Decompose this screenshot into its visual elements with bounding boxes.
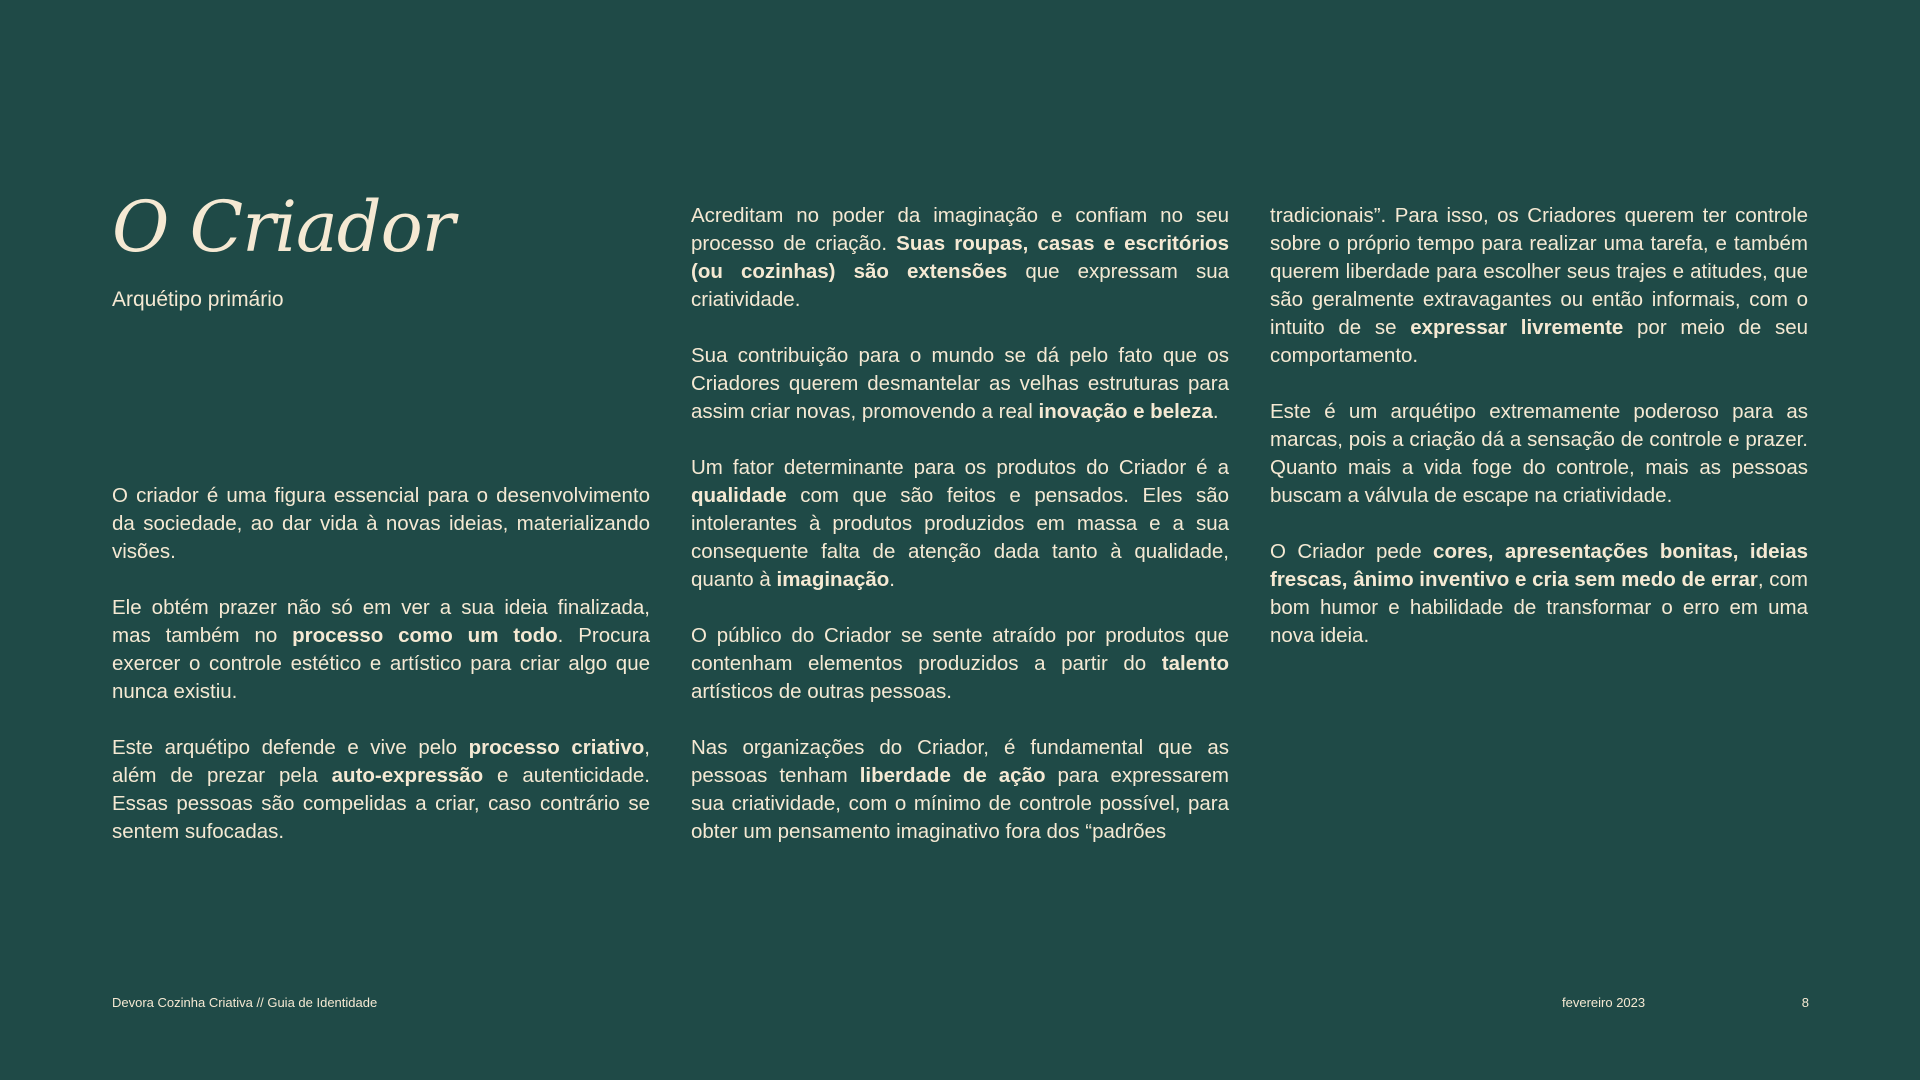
text-column-1	[112, 482, 650, 874]
body-paragraph	[1270, 398, 1808, 510]
paragraph-text: O Criador pede	[1270, 540, 1434, 563]
paragraph-text: , além de prezar pela	[112, 736, 650, 787]
body-paragraph	[691, 734, 1229, 846]
footer-date: fevereiro 2023	[1562, 995, 1646, 1010]
paragraph-text: O criador é uma figura essencial para o desenvolvimento da sociedade, ao dar vida à novas ideias, materializando visões.	[112, 484, 650, 563]
body-paragraph	[691, 622, 1229, 706]
body-paragraph	[691, 342, 1229, 426]
body-paragraph	[691, 454, 1229, 594]
body-paragraph	[112, 734, 650, 846]
body-paragraph	[691, 202, 1229, 314]
paragraph-text: e autenticidade. Essas pessoas são compelidas a criar, caso contrário se sentem sufocadas.	[112, 764, 650, 843]
paragraph-text: .	[889, 568, 895, 591]
body-paragraph	[112, 594, 650, 706]
paragraph-text: Nas organizações do Criador, é fundamental que as pessoas tenham	[691, 736, 1229, 787]
paragraph-text: . Procura exercer o controle estético e artístico para criar algo que nunca existiu.	[112, 624, 650, 703]
emphasis-text: talento	[1161, 652, 1229, 675]
text-column-2	[691, 202, 1229, 874]
paragraph-text: Acreditam no poder da imaginação e confiam no seu processo de criação.	[691, 204, 1229, 255]
emphasis-text: inovação e beleza	[1038, 400, 1213, 423]
body-paragraph	[112, 482, 650, 566]
emphasis-text: cores, apresentações bonitas, ideias frescas, ânimo inventivo e cria sem medo de errar	[1270, 540, 1808, 591]
paragraph-text: .	[1212, 400, 1219, 423]
text-column-3	[1270, 202, 1808, 678]
body-paragraph	[1270, 202, 1808, 370]
emphasis-text: expressar livremente	[1410, 316, 1624, 339]
emphasis-text: processo como um todo	[292, 624, 558, 647]
emphasis-text: qualidade	[691, 484, 787, 507]
emphasis-text: Suas roupas, casas e escritórios (ou cozinhas) são extensões	[691, 232, 1229, 283]
paragraph-text: tradicionais”. Para isso, os Criadores querem ter controle sobre o próprio tempo para realizar uma tarefa, e também querem liberdade para escolher seus trajes e atitudes, que são geralmente extravagantes ou então informais, com o intuito de se	[1270, 204, 1808, 339]
paragraph-text: Este arquétipo defende e vive pelo	[112, 736, 469, 759]
paragraph-text: Este é um arquétipo extremamente poderoso para as marcas, pois a criação dá a sensação de controle e prazer. Quanto mais a vida foge do controle, mais as pessoas buscam a válvula de escape na criatividade.	[1270, 400, 1808, 507]
body-paragraph	[1270, 538, 1808, 650]
paragraph-text: para expressarem sua criatividade, com o mínimo de controle possível, para obter um pensamento imaginativo fora dos “padrões	[691, 764, 1229, 843]
paragraph-text: com que são feitos e pensados. Eles são intolerantes à produtos produzidos em massa e a sua consequente falta de atenção dada tanto à qualidade, quanto à	[691, 484, 1229, 591]
footer-document-title: Devora Cozinha Criativa // Guia de Identidade	[112, 995, 378, 1010]
paragraph-text: artísticos de outras pessoas.	[691, 680, 952, 703]
page-title: O Criador	[112, 186, 455, 268]
page-number: 8	[1801, 995, 1809, 1010]
paragraph-text: O público do Criador se sente atraído por produtos que contenham elementos produzidos a partir do	[691, 624, 1229, 675]
paragraph-text: Sua contribuição para o mundo se dá pelo fato que os Criadores querem desmantelar as velhas estruturas para assim criar novas, promovendo a real	[691, 344, 1229, 423]
paragraph-text: Um fator determinante para os produtos do Criador é a	[691, 456, 1229, 479]
emphasis-text: processo criativo	[468, 736, 645, 759]
emphasis-text: auto-expressão	[331, 764, 484, 787]
paragraph-text: que expressam sua criatividade.	[691, 260, 1229, 311]
paragraph-text: , com bom humor e habilidade de transformar o erro em uma nova ideia.	[1270, 568, 1809, 647]
paragraph-text: Ele obtém prazer não só em ver a sua ideia finalizada, mas também no	[112, 596, 650, 647]
page-subtitle: Arquétipo primário	[112, 288, 284, 311]
paragraph-text: por meio de seu comportamento.	[1270, 316, 1808, 367]
emphasis-text: liberdade de ação	[859, 764, 1046, 787]
emphasis-text: imaginação	[776, 568, 890, 591]
